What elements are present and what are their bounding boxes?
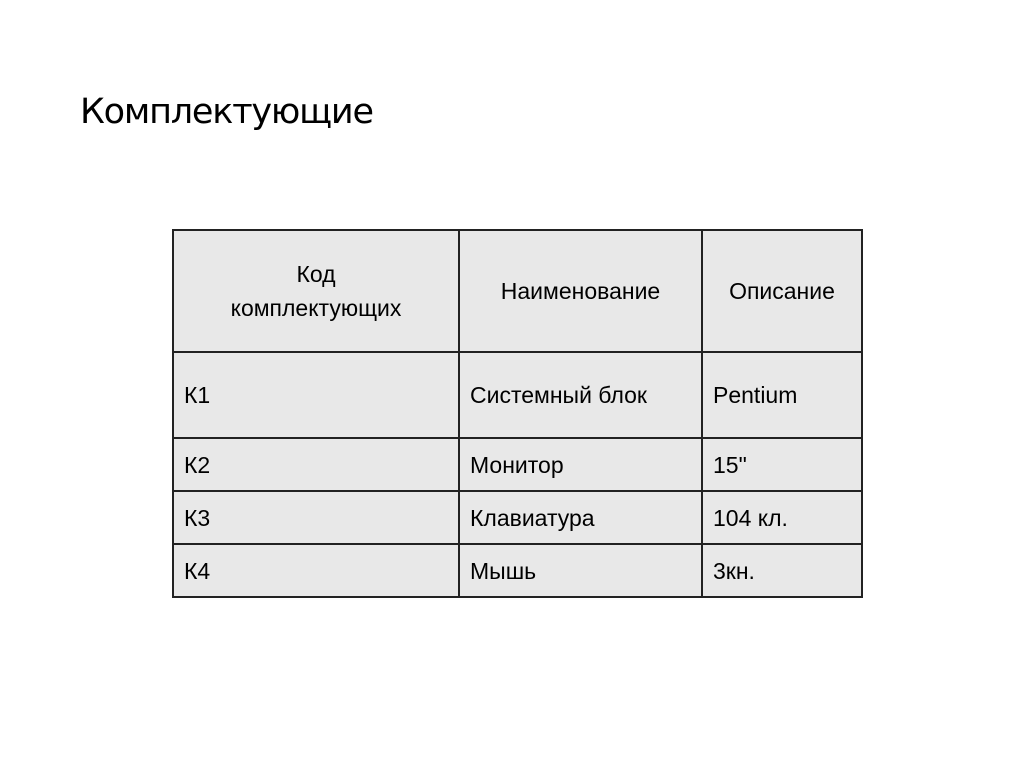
table-row <box>173 352 862 438</box>
table-row <box>173 438 862 491</box>
header-code <box>173 230 459 352</box>
cell-name: Монитор <box>459 438 702 491</box>
cell-name: Клавиатура <box>459 491 702 544</box>
cell-description: Pentium <box>702 352 862 438</box>
header-description: Описание <box>702 230 862 352</box>
table-row <box>173 544 862 597</box>
cell-description: 15" <box>702 438 862 491</box>
table-row <box>173 491 862 544</box>
header-code-line1: Код <box>296 261 336 287</box>
cell-description: 104 кл. <box>702 491 862 544</box>
slide-title: Комплектующие <box>80 92 373 132</box>
table-header-row <box>173 230 862 352</box>
cell-description: 3кн. <box>702 544 862 597</box>
components-table <box>172 229 863 598</box>
header-name: Наименование <box>459 230 702 352</box>
cell-code: К4 <box>173 544 459 597</box>
cell-code: К2 <box>173 438 459 491</box>
cell-code: К3 <box>173 491 459 544</box>
header-code-line2: комплектующих <box>230 295 402 321</box>
cell-name: Мышь <box>459 544 702 597</box>
cell-code: К1 <box>173 352 459 438</box>
cell-name: Системный блок <box>459 352 702 438</box>
